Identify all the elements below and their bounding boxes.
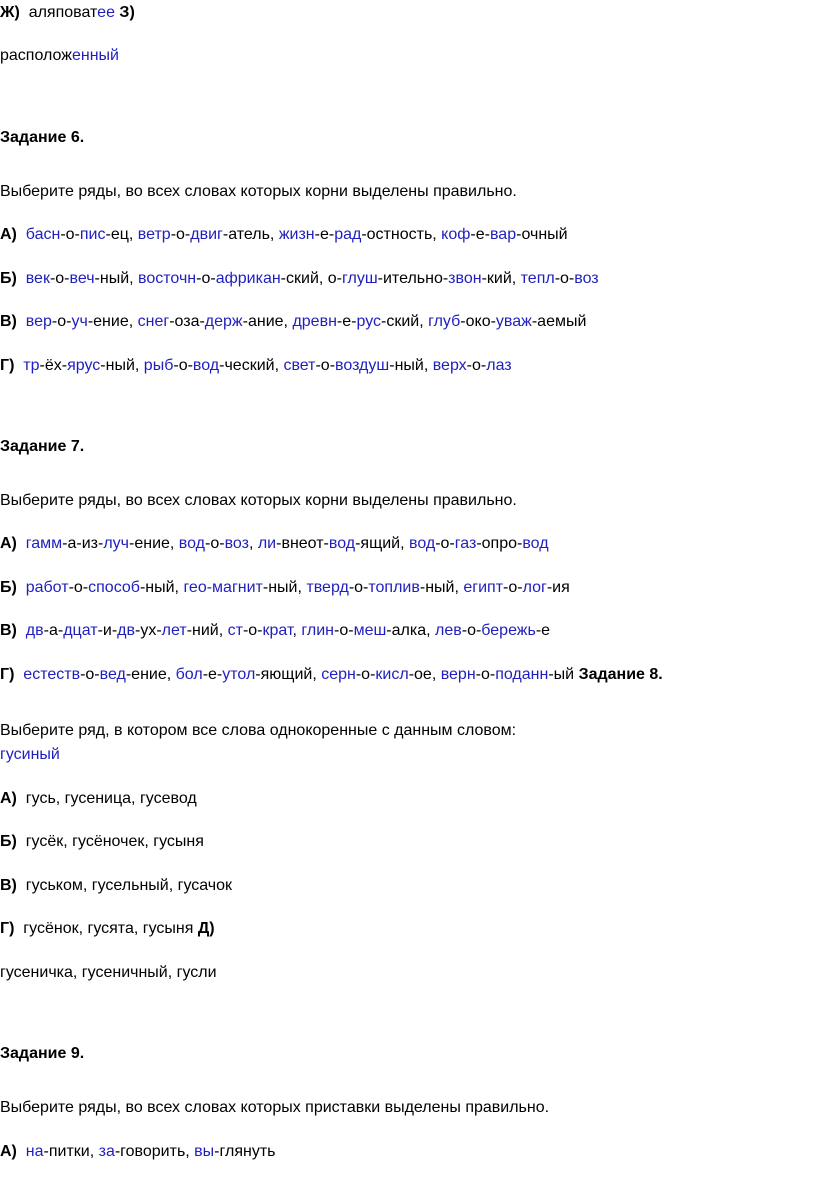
text-part bbox=[17, 226, 26, 243]
highlighted-part: ли bbox=[257, 535, 277, 552]
text-part bbox=[14, 666, 23, 683]
text-part: -говорить, bbox=[114, 1143, 195, 1160]
text-part: -алка, bbox=[386, 622, 435, 639]
text-part: -ёх- bbox=[39, 357, 68, 374]
line-task9-option-a bbox=[0, 1142, 275, 1162]
text-part: гусь, гусеница, гусевод bbox=[16, 790, 197, 807]
highlighted-part: воздуш bbox=[335, 357, 390, 374]
text-part: -ный, bbox=[389, 357, 433, 374]
bold-label: А) bbox=[0, 226, 17, 243]
highlighted-part: дв bbox=[117, 622, 135, 639]
text-part: -ческий, bbox=[219, 357, 284, 374]
text-part: -ский, о- bbox=[280, 270, 342, 287]
highlighted-part: дв bbox=[25, 622, 44, 639]
line-task7-question bbox=[0, 491, 517, 511]
text-part: -о- bbox=[173, 357, 193, 374]
line-task7-option-b bbox=[0, 578, 570, 598]
text-part: -о- bbox=[51, 313, 72, 330]
text-part: -о- bbox=[68, 579, 89, 596]
highlighted-part: утол bbox=[222, 666, 256, 683]
text-part: -аемый bbox=[531, 313, 587, 330]
text-part: -е- bbox=[470, 226, 490, 243]
text-part bbox=[17, 579, 26, 596]
text-part: -ный, bbox=[94, 270, 139, 287]
highlighted-part: топлив bbox=[368, 579, 420, 596]
text-part: -о- bbox=[80, 666, 100, 683]
text-part: -ение, bbox=[87, 313, 138, 330]
text-part: -о- bbox=[554, 270, 575, 287]
text-part: -о- bbox=[348, 579, 369, 596]
text-part: -ный, bbox=[262, 579, 307, 596]
text-part: -око- bbox=[460, 313, 496, 330]
highlighted-part: рад bbox=[334, 226, 362, 243]
line-z-word bbox=[0, 46, 119, 66]
highlighted-part: гусиный bbox=[0, 746, 60, 763]
highlighted-part: жизн bbox=[278, 226, 315, 243]
line-task8-option-d bbox=[0, 963, 217, 983]
line-task8-option-a bbox=[0, 789, 197, 809]
bold-label: Задание 7. bbox=[0, 438, 85, 455]
bold-label: Задание 6. bbox=[0, 129, 85, 146]
highlighted-part: глин bbox=[301, 622, 334, 639]
text-part: -ение, bbox=[129, 535, 179, 552]
highlighted-part: вод bbox=[409, 535, 436, 552]
bold-label: Задание 8. bbox=[578, 666, 663, 683]
highlighted-part: держ bbox=[204, 313, 243, 330]
line-task8-option-v bbox=[0, 876, 232, 896]
text-part: -ительно- bbox=[377, 270, 449, 287]
text-part: -ух- bbox=[135, 622, 162, 639]
highlighted-part: лев bbox=[435, 622, 462, 639]
text-part: -о- bbox=[435, 535, 455, 552]
line-task8-option-g bbox=[0, 919, 215, 939]
bold-label: В) bbox=[0, 622, 17, 639]
highlighted-part: крат bbox=[262, 622, 293, 639]
text-part: гусеничка, гусеничный, гусли bbox=[0, 964, 217, 981]
text-part: гуськом, гусельный, гусачок bbox=[16, 877, 233, 894]
highlighted-part: рыб bbox=[143, 357, 174, 374]
text-part: , bbox=[292, 622, 302, 639]
highlighted-part: способ bbox=[88, 579, 140, 596]
highlighted-part: поданн bbox=[495, 666, 549, 683]
line-task8-question bbox=[0, 721, 516, 741]
bold-label: Б) bbox=[0, 579, 17, 596]
text-part: -опро- bbox=[476, 535, 523, 552]
bold-label: А) bbox=[0, 535, 17, 552]
bold-label: Ж) bbox=[0, 4, 20, 21]
line-task6-heading bbox=[0, 128, 84, 148]
text-part: -и- bbox=[97, 622, 118, 639]
line-task6-question bbox=[0, 182, 517, 202]
line-task8-word bbox=[0, 745, 60, 765]
text-part: -ский, bbox=[381, 313, 429, 330]
highlighted-part: бол bbox=[175, 666, 203, 683]
highlighted-part: глуш bbox=[342, 270, 378, 287]
text-part bbox=[17, 313, 26, 330]
highlighted-part: звон bbox=[448, 270, 482, 287]
text-part: , bbox=[248, 535, 258, 552]
highlighted-part: вод bbox=[522, 535, 549, 552]
highlighted-part: ст bbox=[227, 622, 243, 639]
text-part: -о- bbox=[60, 226, 80, 243]
highlighted-part: снег bbox=[137, 313, 170, 330]
text-part: -очный bbox=[516, 226, 568, 243]
text-part bbox=[17, 1143, 26, 1160]
text-part: -ание, bbox=[242, 313, 293, 330]
highlighted-part: воз bbox=[224, 535, 249, 552]
text-part: -ний, bbox=[186, 622, 228, 639]
text-part: -внеот- bbox=[276, 535, 329, 552]
highlighted-part: естеств bbox=[23, 666, 81, 683]
highlighted-part: за bbox=[98, 1143, 115, 1160]
bold-label: З) bbox=[114, 4, 135, 21]
line-task6-option-a bbox=[0, 225, 568, 245]
text-part bbox=[17, 622, 26, 639]
highlighted-part: век bbox=[25, 270, 50, 287]
highlighted-part: вер bbox=[25, 313, 52, 330]
text-part: -ный, bbox=[419, 579, 464, 596]
text-part: -ец, bbox=[105, 226, 138, 243]
highlighted-part: вод bbox=[178, 535, 205, 552]
text-part: -о- bbox=[49, 270, 70, 287]
highlighted-part: верн bbox=[440, 666, 476, 683]
highlighted-part: гамм bbox=[25, 535, 63, 552]
text-part bbox=[17, 270, 26, 287]
line-task6-option-b bbox=[0, 269, 599, 289]
highlighted-part: коф bbox=[441, 226, 471, 243]
highlighted-part: восточн bbox=[138, 270, 197, 287]
text-part: гусёк, гусёночек, гусыня bbox=[16, 833, 204, 850]
text-part: -оза- bbox=[169, 313, 205, 330]
bold-label: Г) bbox=[0, 357, 15, 374]
highlighted-part: ярус bbox=[67, 357, 101, 374]
line-task7-heading bbox=[0, 437, 84, 457]
line-task7-option-v bbox=[0, 621, 550, 641]
highlighted-part: вод bbox=[328, 535, 356, 552]
highlighted-part: тр bbox=[23, 357, 40, 374]
text-part: -о- bbox=[170, 226, 191, 243]
text-part: гусёнок, гусята, гусыня bbox=[14, 920, 198, 937]
highlighted-part: уч bbox=[71, 313, 88, 330]
line-task8-option-b bbox=[0, 832, 204, 852]
bold-label: Д) bbox=[197, 920, 215, 937]
text-part: располож bbox=[0, 47, 72, 64]
bold-label: В) bbox=[0, 877, 17, 894]
highlighted-part: бережь bbox=[481, 622, 536, 639]
highlighted-part: басн bbox=[25, 226, 61, 243]
text-part: -е- bbox=[314, 226, 335, 243]
text-part: -яющий, bbox=[255, 666, 322, 683]
highlighted-part: вод bbox=[192, 357, 220, 374]
highlighted-part: работ bbox=[25, 579, 69, 596]
highlighted-part: тепл bbox=[520, 270, 555, 287]
highlighted-part: пис bbox=[79, 226, 106, 243]
bold-label: Задание 9. bbox=[0, 1045, 85, 1062]
line-task9-heading bbox=[0, 1044, 84, 1064]
highlighted-part: свет bbox=[283, 357, 316, 374]
text-part: Выберите ряды, во всех словах которых приставки выделены правильно. bbox=[0, 1099, 550, 1116]
text-part: -о- bbox=[355, 666, 376, 683]
text-part: -о- bbox=[315, 357, 336, 374]
text-part: аляповат bbox=[19, 4, 98, 21]
text-part: -ый bbox=[548, 666, 579, 683]
text-part: -кий, bbox=[481, 270, 521, 287]
highlighted-part: на bbox=[25, 1143, 44, 1160]
text-part: -о- bbox=[196, 270, 216, 287]
text-part: -ия bbox=[546, 579, 570, 596]
text-part: -ный, bbox=[100, 357, 144, 374]
text-part: -глянуть bbox=[214, 1143, 276, 1160]
highlighted-part: ветр bbox=[137, 226, 171, 243]
highlighted-part: кисл bbox=[375, 666, 409, 683]
highlighted-part: глуб bbox=[428, 313, 461, 330]
text-part: -о- bbox=[503, 579, 523, 596]
highlighted-part: ее bbox=[97, 4, 115, 21]
highlighted-part: африкан bbox=[215, 270, 281, 287]
text-part: -ящий, bbox=[355, 535, 409, 552]
text-part: -е- bbox=[202, 666, 223, 683]
highlighted-part: вы bbox=[194, 1143, 215, 1160]
highlighted-part: луч bbox=[103, 535, 129, 552]
line-task9-question bbox=[0, 1098, 549, 1118]
bold-label: Б) bbox=[0, 270, 17, 287]
text-part: -ный, bbox=[139, 579, 184, 596]
line-zh bbox=[0, 3, 135, 23]
highlighted-part: вед bbox=[99, 666, 126, 683]
text-part: Выберите ряд, в котором все слова однокоренные с данным словом: bbox=[0, 722, 517, 739]
bold-label: А) bbox=[0, 1143, 17, 1160]
highlighted-part: гео-магнит bbox=[183, 579, 263, 596]
text-part: -а- bbox=[43, 622, 64, 639]
highlighted-part: лог bbox=[522, 579, 547, 596]
text-part: -е- bbox=[336, 313, 357, 330]
highlighted-part: лет bbox=[161, 622, 187, 639]
line-task7-option-a bbox=[0, 534, 549, 554]
text-part: Выберите ряды, во всех словах которых корни выделены правильно. bbox=[0, 183, 517, 200]
line-task6-option-g bbox=[0, 356, 512, 376]
highlighted-part: вар bbox=[489, 226, 517, 243]
highlighted-part: енный bbox=[71, 47, 119, 64]
text-part: -остность, bbox=[361, 226, 442, 243]
highlighted-part: двиг bbox=[190, 226, 223, 243]
highlighted-part: веч bbox=[69, 270, 95, 287]
text-part: -о- bbox=[475, 666, 496, 683]
text-part: -атель, bbox=[222, 226, 279, 243]
text-part: -ение, bbox=[125, 666, 176, 683]
text-part: -питки, bbox=[43, 1143, 99, 1160]
highlighted-part: меш bbox=[353, 622, 387, 639]
text-part: -о- bbox=[334, 622, 354, 639]
highlighted-part: верх bbox=[432, 357, 467, 374]
highlighted-part: серн bbox=[321, 666, 356, 683]
line-task6-option-v bbox=[0, 312, 586, 332]
text-part bbox=[17, 535, 26, 552]
text-part: -о- bbox=[205, 535, 225, 552]
text-part: -а-из- bbox=[62, 535, 104, 552]
highlighted-part: газ bbox=[454, 535, 477, 552]
bold-label: Г) bbox=[0, 666, 15, 683]
highlighted-part: тверд bbox=[306, 579, 349, 596]
text-part: -о- bbox=[242, 622, 263, 639]
highlighted-part: воз bbox=[574, 270, 599, 287]
bold-label: Б) bbox=[0, 833, 17, 850]
text-part: -о- bbox=[466, 357, 487, 374]
highlighted-part: уваж bbox=[495, 313, 532, 330]
text-part bbox=[14, 357, 23, 374]
bold-label: В) bbox=[0, 313, 17, 330]
text-part: -о- bbox=[461, 622, 482, 639]
bold-label: А) bbox=[0, 790, 17, 807]
highlighted-part: дцат bbox=[63, 622, 98, 639]
highlighted-part: египт bbox=[463, 579, 504, 596]
text-part: -ое, bbox=[408, 666, 441, 683]
highlighted-part: лаз bbox=[486, 357, 512, 374]
text-part: -е bbox=[535, 622, 551, 639]
highlighted-part: рус bbox=[356, 313, 382, 330]
text-part: Выберите ряды, во всех словах которых корни выделены правильно. bbox=[0, 492, 517, 509]
line-task7-option-g bbox=[0, 665, 663, 685]
highlighted-part: древн bbox=[292, 313, 337, 330]
bold-label: Г) bbox=[0, 920, 15, 937]
